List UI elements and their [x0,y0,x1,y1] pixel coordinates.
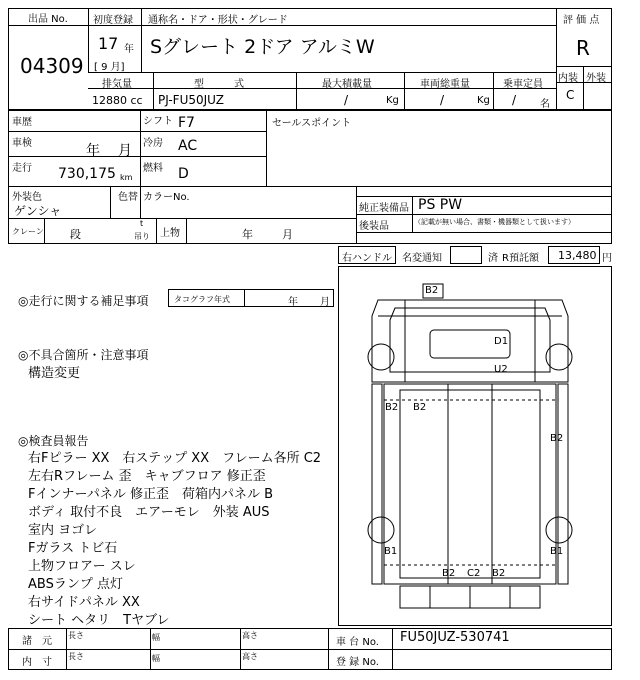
mark-b1-left: B1 [384,546,398,557]
inspector-report-label: ◎検査員報告 [18,434,89,448]
name-change-label: 名変通知 [402,253,442,264]
report-line: ボディ 取付不良 エアーモレ 外装 AUS [28,505,270,520]
header-line-4 [556,66,612,67]
reg-year-unit: 年 [124,44,134,55]
mark-b2-left-a: B2 [385,402,399,413]
color-value: ゲンシャ [14,204,62,218]
dims-label: 諸 元 [22,636,52,647]
score-label: 評 価 点 [563,15,600,26]
capacity-value: / [512,93,517,107]
max-load-value: / [344,93,349,107]
width-label-2: 幅 [152,654,160,663]
report-line: 右Fピラー XX 右ステップ XX フレーム各所 C2 [28,451,322,466]
report-line: Fインナーパネル 修正歪 荷箱内パネル B [28,487,274,502]
crane-steps: 段 [70,228,81,241]
report-line: 上物フロアー スレ [28,559,136,574]
mark-b2-bottom-b: B2 [492,568,506,579]
spec-vline-2 [296,72,297,110]
registration-label: 登 録 No. [336,657,379,668]
tax-label: R預託額 [502,253,539,264]
gross-weight-label: 車両総重量 [420,79,470,90]
upper-year-unit: 年 [242,228,253,241]
displacement-label: 排気量 [102,79,132,90]
model-label: 型 式 [194,79,244,90]
upper-label: 上物 [160,228,180,239]
mark-b1-right: B1 [550,546,564,557]
detail-line-2 [8,156,266,157]
tachograph-label: タコグラフ年式 [174,295,230,304]
mark-c2-bottom: C2 [467,568,481,579]
mark-b2-bottom-a: B2 [442,568,456,579]
equip-value: PS PW [418,197,463,213]
shift-value: F7 [178,115,195,131]
header-vline-1 [88,8,89,72]
driving-notes-label: ◎走行に関する補足事項 [18,294,149,308]
fuel-label: 燃料 [143,163,163,174]
interior-dims-label: 内 寸 [22,657,52,668]
first-reg-label: 初度登録 [93,15,133,26]
ac-label: 冷房 [143,138,163,149]
capacity-unit: 名 [540,99,550,110]
history-label: 車歴 [12,117,32,128]
interior-score: C [566,88,575,102]
mark-u2: U2 [494,364,508,375]
detail-vline-7 [44,218,45,244]
height-label: 高さ [242,631,258,640]
interior-label: 内装 [558,73,578,84]
ac-value: AC [178,138,198,154]
inspection-label: 車検 [12,138,32,149]
footer-line [8,649,612,650]
tachograph-year-unit: 年 [288,297,298,308]
report-line: 右サイドパネル XX [28,595,140,610]
steering-value: 右ハンドル [342,253,392,264]
footer-vline-5 [392,628,393,670]
reg-year: 17 [98,34,119,53]
mark-b2-right: B2 [550,433,564,444]
fuel-value: D [178,166,189,182]
footer-vline-2 [150,628,151,670]
detail-vline-5 [356,186,357,244]
tax-unit: 円 [602,253,612,264]
mark-d1: D1 [494,336,509,347]
mileage-value: 730,175 [58,166,116,182]
tax-amount: 13,480 [558,249,597,262]
detail-line-6 [356,214,612,215]
spec-vline-3 [404,72,405,110]
upper-month-unit: 月 [282,228,293,241]
header-vline-3 [556,8,557,110]
gross-weight-unit: Kg [477,95,490,106]
spec-vline-1 [153,72,154,110]
length-label: 長さ [68,631,84,640]
inspection-month-unit: 月 [118,143,132,159]
max-load-unit: Kg [386,95,399,106]
detail-vline-2 [266,110,267,186]
retrofit-label: 後装品 [359,221,389,232]
chassis-label: 車 台 No. [336,637,379,648]
footer-vline-4 [328,628,329,670]
length-label-2: 長さ [68,652,84,661]
report-line: シート ヘタリ Tヤブレ [28,613,170,628]
score-value: R [576,36,590,60]
exterior-label: 外装 [586,73,606,84]
car-name-label: 通称名・ドア・形状・グレード [148,15,288,26]
chassis-number: FU50JUZ-530741 [400,630,510,645]
crane-hanging: 吊り [134,232,150,241]
tachograph-vline [244,289,245,307]
detail-line-7 [356,232,612,233]
crane-label: クレーン [12,227,44,236]
detail-vline-1 [140,110,141,186]
mark-b2-top: B2 [425,285,439,296]
mileage-label: 走行 [12,163,32,174]
name-change-box [450,246,482,264]
color-label: 外装色 [12,192,42,203]
report-line: 室内 ヨゴレ [28,523,98,538]
defects-text: 構造変更 [28,366,81,381]
lot-number: 04309 [20,54,84,78]
footer-vline-1 [66,628,67,670]
detail-vline-3 [110,186,111,218]
header-line-2 [88,72,556,73]
crane-ton: t [140,219,144,228]
report-line: Fガラス トビ石 [28,541,118,556]
header-vline-2 [141,8,142,72]
tax-prefix: 済 [488,253,498,264]
mark-b2-left-b: B2 [413,402,427,413]
detail-line-1 [8,131,266,132]
lot-label: 出品 No. [28,14,68,25]
inspection-year-unit: 年 [86,143,100,159]
equip-label: 純正装備品 [359,203,409,214]
capacity-label: 乗車定員 [503,79,543,90]
mileage-unit: km [120,173,133,182]
retrofit-note: （記載が無い場合、書類・機器類として扱います） [414,218,575,226]
footer-vline-3 [240,628,241,670]
report-line: 左右Rフレーム 歪 キャブフロア 修正歪 [28,469,266,484]
color-code-label: 色替 [118,192,138,203]
model-value: PJ-FU50JUZ [158,93,224,107]
defects-label: ◎不具合箇所・注意事項 [18,348,149,362]
spec-vline-4 [493,72,494,110]
detail-vline-4 [140,186,141,218]
reg-month: [ 9 月] [94,62,125,73]
detail-line-3 [8,186,612,187]
gross-weight-value: / [440,93,445,107]
height-label-2: 高さ [242,652,258,661]
report-line: ABSランプ 点灯 [28,577,123,592]
sales-point-label: セールスポイント [272,118,352,129]
detail-vline-8 [156,218,157,244]
tachograph-month-unit: 月 [320,297,330,308]
width-label: 幅 [152,633,160,642]
displacement-value: 12880 cc [92,94,143,107]
color-no-label: カラーNo. [143,192,190,203]
detail-line-4 [356,196,612,197]
shift-label: シフト [143,116,173,127]
detail-vline-9 [186,218,187,244]
max-load-label: 最大積載量 [322,79,372,90]
car-name: Sグレート 2ドア アルミW [150,36,375,58]
header-vline-4 [583,66,584,110]
